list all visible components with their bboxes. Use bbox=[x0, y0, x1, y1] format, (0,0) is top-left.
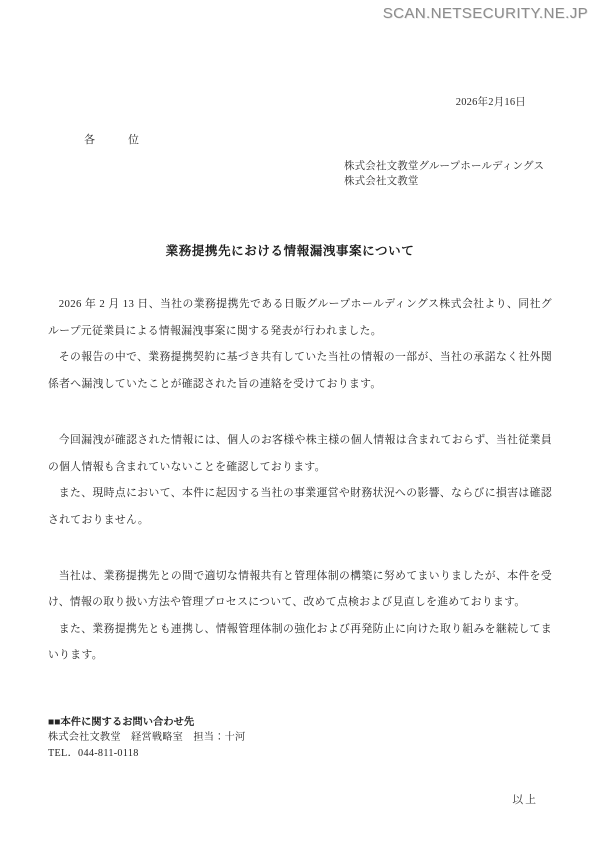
paragraph-4: また、現時点において、本件に起因する当社の事業運営や財務状況への影響、ならびに損害は確認されておりません。 bbox=[48, 487, 552, 526]
paragraph-6: また、業務提携先とも連携し、情報管理体制の強化および再発防止に向けた取り組みを継続してまいります。 bbox=[48, 622, 552, 662]
paragraph-spacer-1 bbox=[48, 397, 552, 427]
paragraph-spacer-2 bbox=[48, 533, 552, 563]
document-date: 2026年2月16日 bbox=[455, 97, 526, 108]
document-page bbox=[0, 26, 600, 850]
source-watermark: SCAN.NETSECURITY.NE.JP bbox=[382, 4, 588, 22]
watermark-bar bbox=[0, 0, 600, 26]
contact-block bbox=[48, 715, 552, 762]
contact-organization: 株式会社文教堂 経営戦略室 担当：十河 bbox=[48, 732, 246, 744]
paragraph-5: 当社は、業務提携先との間で適切な情報共有と管理体制の構築に努めてまいりましたが、本件を受け、情報の取り扱い方法や管理プロセスについて、改めて点検および見直しを進めております。 bbox=[48, 569, 552, 609]
contact-heading: ■■本件に関するお問い合わせ先 bbox=[48, 716, 195, 728]
closing-mark: 以上 bbox=[512, 794, 538, 807]
issuer-company-holdings: 株式会社文教堂グループホールディングス bbox=[344, 160, 545, 172]
issuer-block bbox=[48, 159, 552, 189]
document-body bbox=[48, 98, 552, 806]
contact-telephone: TEL．044-811-0118 bbox=[48, 747, 139, 759]
paragraph-3: 今回漏洩が確認された情報には、個人のお客様や株主様の個人情報は含まれておらず、当社従業員の個人情報も含まれていないことを確認しております。 bbox=[48, 434, 552, 473]
page-title: 業務提携先における情報漏洩事案について bbox=[165, 243, 415, 258]
body-content bbox=[48, 291, 552, 668]
addressee-label: 各 位 bbox=[84, 133, 150, 146]
addressee-row bbox=[48, 135, 552, 153]
paragraph-2: その報告の中で、業務提携契約に基づき共有していた当社の情報の一部が、当社の承諾なく社外関係者へ漏洩していたことが確認された旨の連絡を受けております。 bbox=[48, 351, 552, 390]
issuer-company: 株式会社文教堂 bbox=[344, 175, 419, 187]
paragraph-1: 2026 年 2 月 13 日、当社の業務提携先である日販グループホールディングス株式会社より、同社グループ元従業員による情報漏洩事案に関する発表が行われました。 bbox=[48, 298, 552, 337]
